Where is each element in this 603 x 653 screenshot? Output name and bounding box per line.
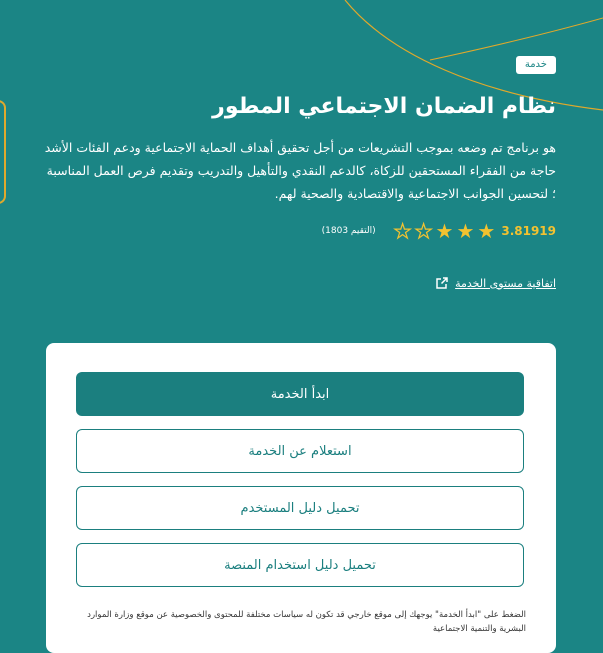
external-site-disclaimer: الضغط على "ابدأ الخدمة" يوجهك إلى موقع خارجي قد تكون له سياسات مختلفة للمحتوى والخصوصية عن موقع وزارة الموارد البشرية والتنمية الاجتماعية [87, 610, 526, 634]
rating-stars [394, 220, 496, 242]
service-badge: خدمة [516, 56, 556, 74]
star-filled-icon: ★ [456, 219, 475, 243]
service-inquiry-button[interactable]: استعلام عن الخدمة [76, 429, 524, 473]
sla-link[interactable] [435, 276, 556, 290]
sla-link-label: اتفاقية مستوى الخدمة [455, 276, 556, 290]
rating-row [322, 218, 556, 244]
star-filled-icon: ★ [435, 219, 454, 243]
download-user-guide-button[interactable]: تحميل دليل المستخدم [76, 486, 524, 530]
star-empty-icon: ★ [414, 219, 433, 243]
service-description: هو برنامج تم وضعه بموجب التشريعات من أجل تحقيق أهداف الحماية الاجتماعية ودعم الفئات الأشد حاجة من الفقراء المستحقين للزكاة، كالدعم النقدي والتأهيل والتدريب وتقديم فرص العمل المناسبة ؛ لتحسين الجوانب الاجتماعية والاقتصادية والصحية لهم. [44, 140, 556, 201]
rating-value: 3.81919 [501, 224, 556, 238]
start-service-button[interactable]: ابدأ الخدمة [76, 372, 524, 416]
rating-count: (التقيم 1803) [321, 226, 376, 236]
star-empty-icon: ★ [393, 219, 412, 243]
external-link-icon [435, 276, 449, 290]
star-filled-icon: ★ [477, 219, 496, 243]
side-accent-decoration [0, 100, 6, 204]
actions-card [46, 343, 556, 653]
page-title: نظام الضمان الاجتماعي المطور [212, 94, 556, 119]
download-platform-guide-button[interactable]: تحميل دليل استخدام المنصة [76, 543, 524, 587]
